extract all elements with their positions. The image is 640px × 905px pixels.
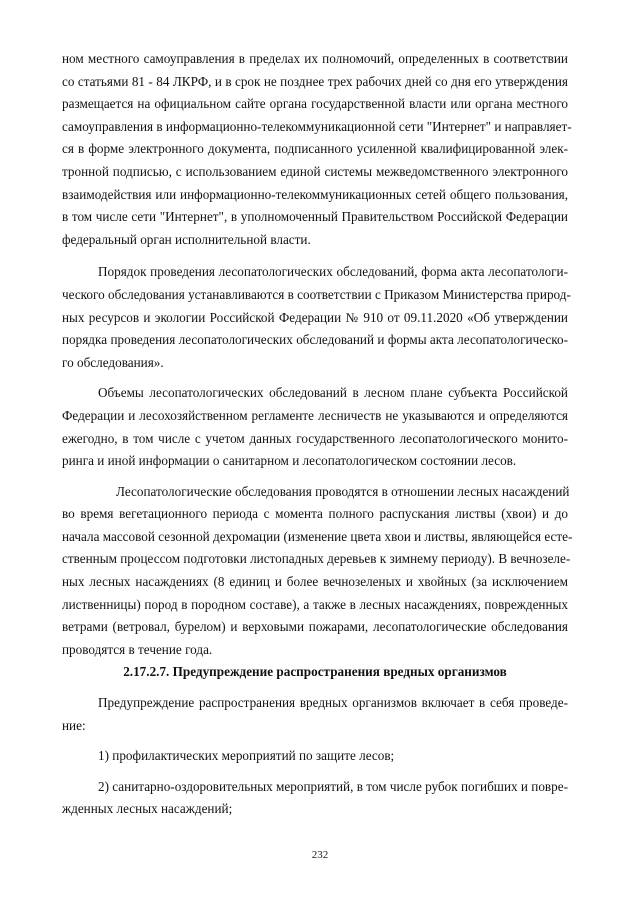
text-line: со статьями 81 - 84 ЛКРФ, и в срок не позднее трех рабочих дней со дня его утверждения xyxy=(62,73,568,89)
text-line: ветрами (ветровал, бурелом) и верховыми пожарами, лесопатологические обследования xyxy=(62,619,568,635)
section-heading: 2.17.2.7. Предупреждение распространения вредных организмов xyxy=(123,664,507,679)
text-line: ственным процессом подготовки листопадных деревьев к зимнему периоду). В вечнозеле- xyxy=(62,551,571,567)
text-line: ринга и иной информации о санитарном и лесопатологическом состоянии лесов. xyxy=(62,453,517,469)
text-line: федеральный орган исполнительной власти. xyxy=(62,231,311,247)
page-body-lower xyxy=(62,692,568,829)
paragraph xyxy=(62,481,573,662)
text-line: ся в форме электронного документа, подписанного усиленной квалифицированной элек- xyxy=(62,141,568,157)
page-number: 232 xyxy=(311,849,329,861)
text-line: во время вегетационного периода с момента полного распускания листвы (хвои) и до xyxy=(62,506,568,522)
list-item xyxy=(62,745,568,768)
text-line: 1) профилактических мероприятий по защите лесов; xyxy=(98,748,395,764)
list-item xyxy=(62,776,568,821)
text-line: ческого обследования устанавливаются в соответствии с Приказом Министерства природ- xyxy=(62,286,571,302)
text-line: взаимодействия или информационно-телекоммуникационных сетей общего пользования, xyxy=(62,186,568,202)
text-line: ние: xyxy=(62,717,86,733)
text-line: ежегодно, в том числе с учетом данных государственного лесопатологического монито- xyxy=(62,430,568,446)
paragraph xyxy=(62,48,572,251)
text-line: проводятся в течение года. xyxy=(62,641,213,657)
paragraph xyxy=(62,382,568,472)
text-line: ном местного самоуправления в пределах их полномочий, определенных в соответствии xyxy=(62,51,568,66)
text-line: размещается на официальном сайте органа государственной власти или органа местного xyxy=(62,96,568,112)
text-line: самоуправления в информационно-телекоммуникационной сети "Интернет" и направляет- xyxy=(62,118,572,134)
text-line: тронной подписью, с использованием единой системы межведомственного электронного xyxy=(62,163,568,179)
text-line: начала массовой сезонной дехромации (изменение цвета хвои и листвы, являющейся есте- xyxy=(62,528,573,544)
page-body xyxy=(62,48,573,669)
text-line: Объемы лесопатологических обследований в лесном плане субъекта Российской xyxy=(98,385,568,401)
paragraph xyxy=(62,261,571,374)
text-line: ных лесных насаждениях (8 единиц и более вечнозеленых и хвойных (за исключением xyxy=(62,574,568,590)
text-line: порядка проведения лесопатологических обследований и формы акта лесопатологическо- xyxy=(62,332,568,348)
text-line: Федерации и лесохозяйственном регламенте лесничеств не указываются и определяются xyxy=(62,407,568,423)
text-line: Предупреждение распространения вредных организмов включает в себя проведе- xyxy=(98,695,568,710)
text-line: в том числе сети "Интернет", в уполномоченный Правительством Российской Федерации xyxy=(62,209,568,225)
text-line: ных ресурсов и экологии Российской Федерации № 910 от 09.11.2020 «Об утверждении xyxy=(62,309,568,325)
text-line: жденных лесных насаждений; xyxy=(62,801,233,817)
text-line: го обследования». xyxy=(62,354,164,370)
text-line: Лесопатологические обследования проводятся в отношении лесных насаждений xyxy=(116,483,570,499)
paragraph xyxy=(62,692,568,737)
text-line: 2) санитарно-оздоровительных мероприятий, в том числе рубок погибших и повре- xyxy=(98,778,568,794)
text-line: Порядок проведения лесопатологических обследований, форма акта лесопатологи- xyxy=(98,264,568,280)
text-line: лиственницы) пород в породном составе), а также в лесных насаждениях, поврежденных xyxy=(62,596,568,612)
